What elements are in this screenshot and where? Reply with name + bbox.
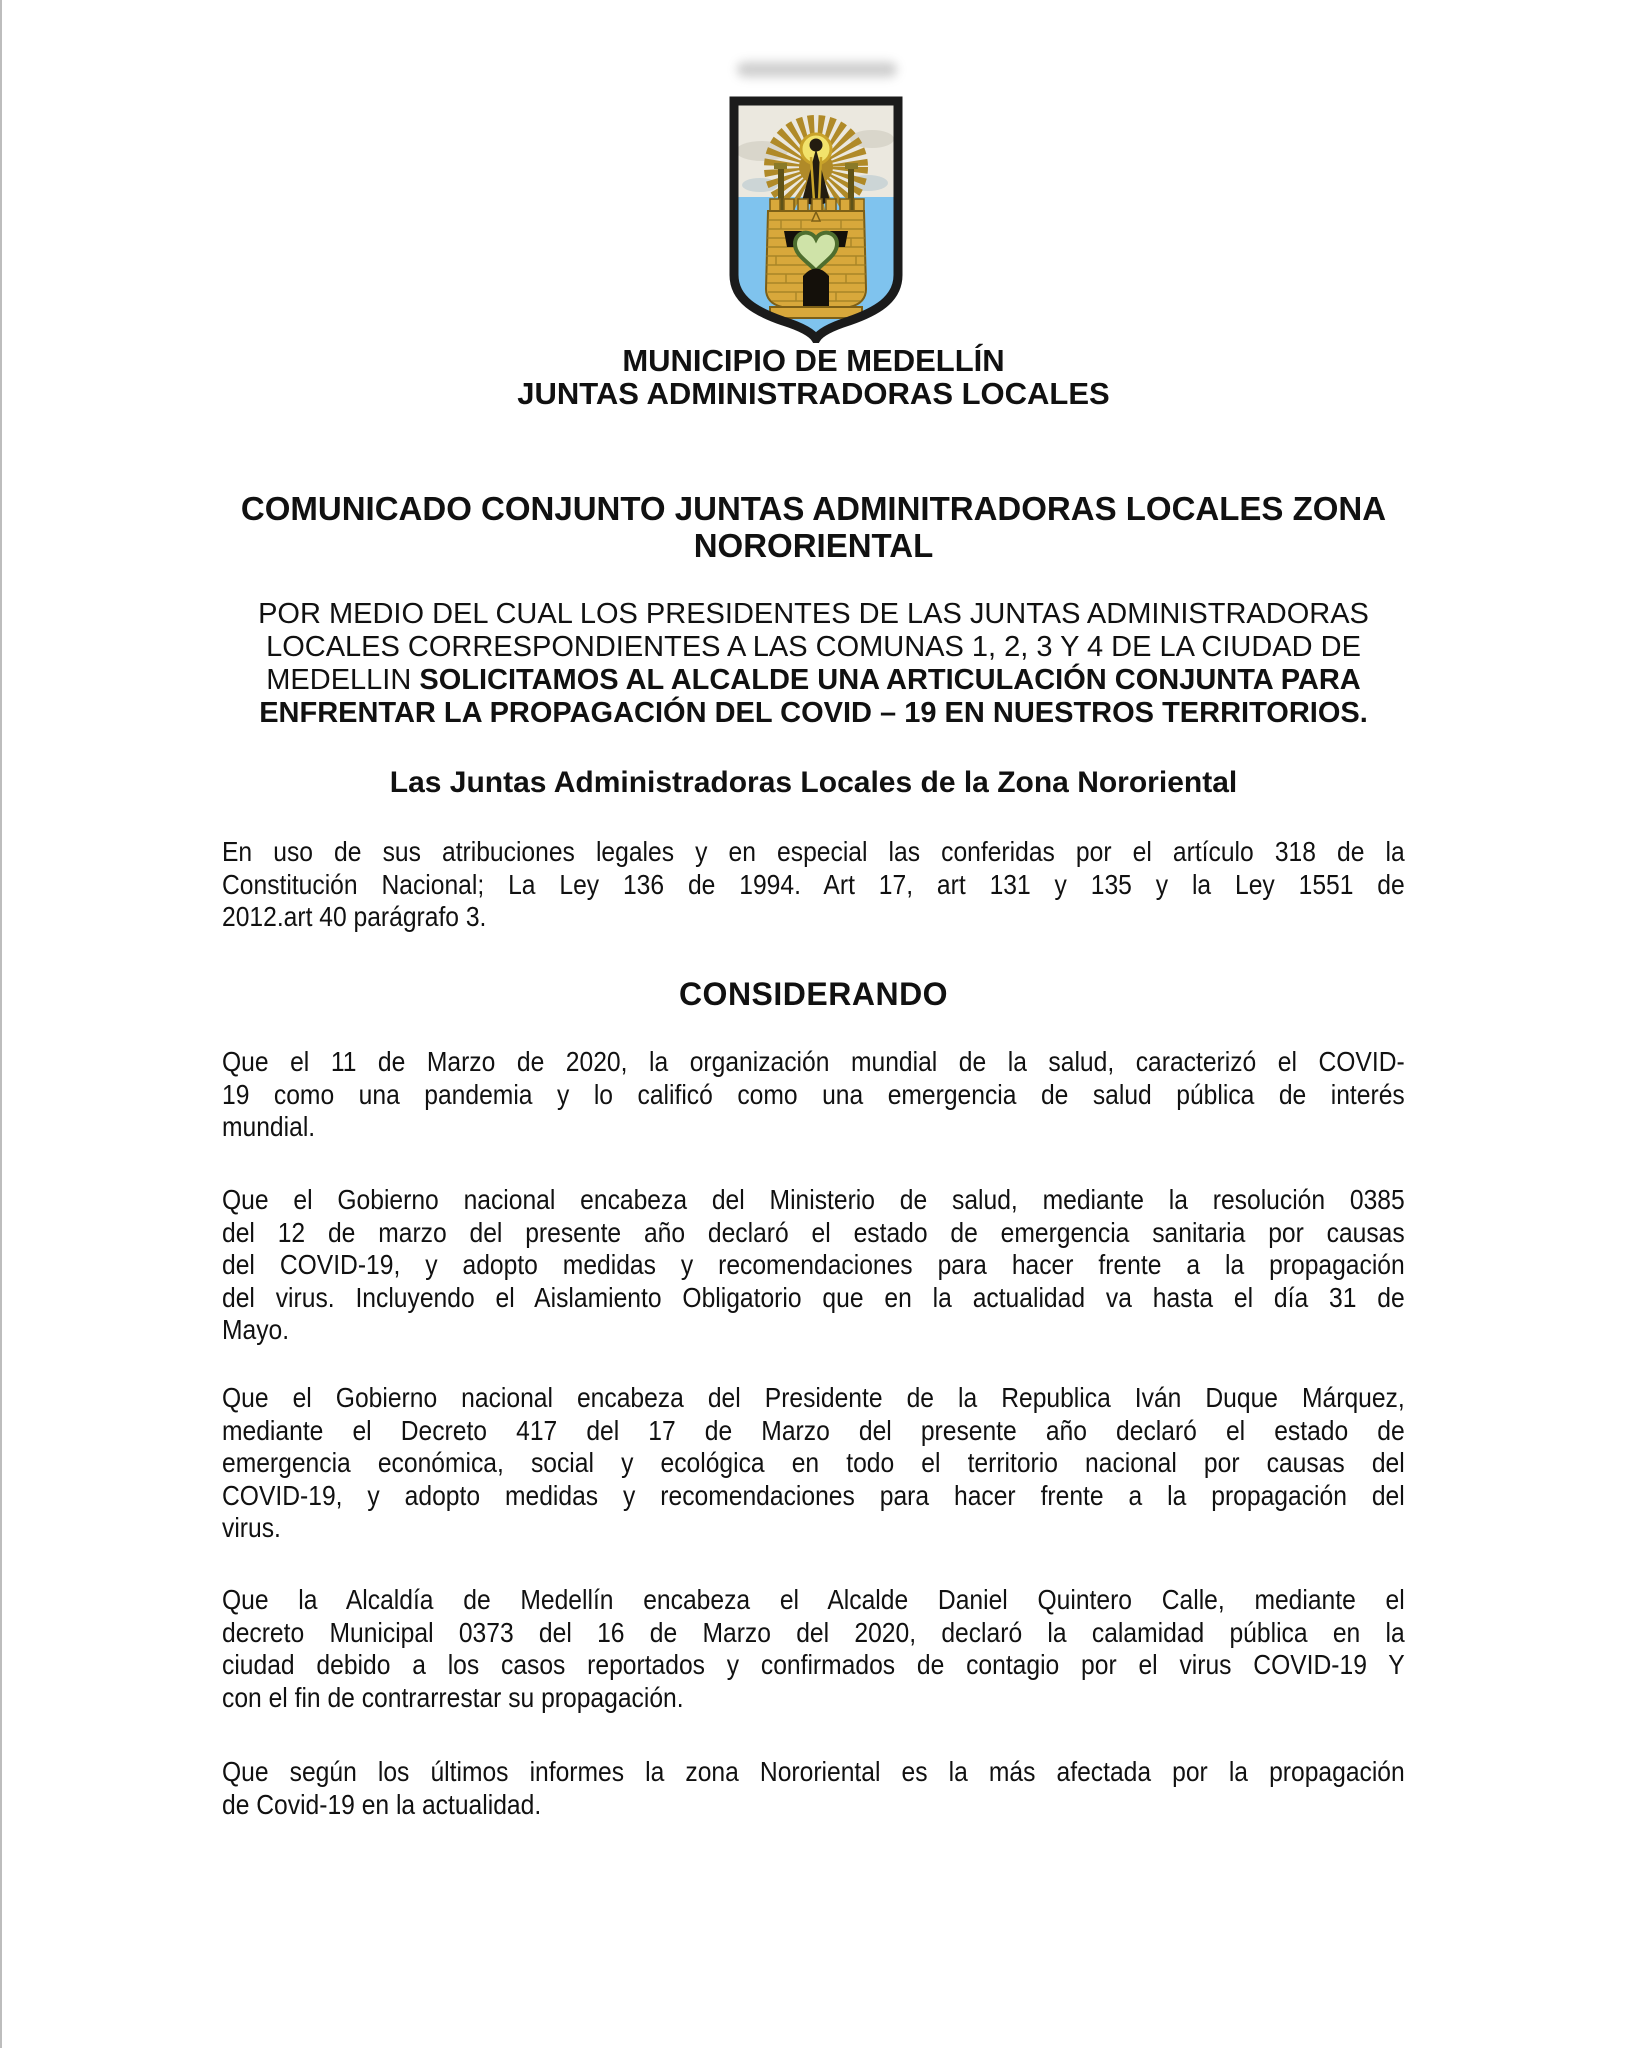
header-line: JUNTAS ADMINISTRADORAS LOCALES	[517, 376, 1110, 411]
paragraph-line: mediante el Decreto 417 del 17 de Marzo del presente año declaró el estado de	[222, 1414, 1405, 1446]
paragraph-text	[222, 1584, 1405, 1714]
legal-basis-text	[222, 836, 1405, 934]
document-title	[222, 490, 1405, 564]
considerando-paragraph-4	[222, 1584, 1405, 1714]
paragraph-line: con el fin de contrarrestar su propagación.	[222, 1681, 684, 1713]
considerando-paragraph-2	[222, 1184, 1405, 1347]
paragraph-line: del 12 de marzo del presente año declaró el estado de emergencia sanitaria por causas	[222, 1216, 1405, 1248]
paragraph-text	[222, 1756, 1405, 1821]
title-line: NORORIENTAL	[693, 527, 934, 564]
paragraph-line: de Covid-19 en la actualidad.	[222, 1788, 542, 1820]
subtitle-line: POR MEDIO DEL CUAL LOS PRESIDENTES DE LAS JUNTAS ADMINISTRADORAS	[258, 598, 1369, 630]
paragraph-text	[222, 1046, 1405, 1144]
paragraph-line: virus.	[222, 1512, 281, 1543]
paragraph-line: 2012.art 40 parágrafo 3.	[222, 901, 487, 932]
scan-edge-artifact	[0, 0, 2, 2048]
paragraph-line: mundial.	[222, 1111, 316, 1142]
paragraph-line: Que el Gobierno nacional encabeza del Ministerio de salud, mediante la resolución 0385	[222, 1184, 1405, 1215]
paragraph-line: del virus. Incluyendo el Aislamiento Obligatorio que en la actualidad va hasta el día 31 de	[222, 1281, 1405, 1313]
paragraph-line: Que el Gobierno nacional encabeza del Presidente de la Republica Iván Duque Márquez,	[222, 1382, 1405, 1413]
section-heading	[222, 766, 1405, 799]
section-heading-line: Las Juntas Administradoras Locales de la Zona Nororiental	[389, 766, 1238, 799]
paragraph-text	[222, 1184, 1405, 1347]
subtitle-line: MEDELLIN SOLICITAMOS AL ALCALDE UNA ARTICULACIÓN CONJUNTA PARA	[266, 664, 1361, 696]
paragraph-line: Que la Alcaldía de Medellín encabeza el Alcalde Daniel Quintero Calle, mediante el	[222, 1584, 1405, 1615]
scan-smudge-artifact	[737, 62, 897, 77]
paragraph-line: ciudad debido a los casos reportados y confirmados de contagio por el virus COVID-19 Y	[222, 1649, 1405, 1680]
paragraph-line: COVID-19, y adopto medidas y recomendaciones para hacer frente a la propagación del	[222, 1479, 1405, 1511]
document-subtitle	[222, 598, 1405, 730]
paragraph-line: Que el 11 de Marzo de 2020, la organización mundial de la salud, caracterizó el COVID-	[222, 1046, 1405, 1077]
paragraph-line: Que según los últimos informes la zona Nororiental es la más afectada por la propagación	[222, 1756, 1405, 1787]
considerando-heading-line: CONSIDERANDO	[678, 976, 949, 1012]
paragraph-line: decreto Municipal 0373 del 16 de Marzo del 2020, declaró la calamidad pública en la	[222, 1616, 1405, 1648]
considerando-heading	[222, 978, 1405, 1011]
paragraph-line: Mayo.	[222, 1314, 290, 1345]
subtitle-line: LOCALES CORRESPONDIENTES A LAS COMUNAS 1, 2, 3 Y 4 DE LA CIUDAD DE	[266, 631, 1361, 663]
paragraph-line: emergencia económica, social y ecológica en todo el territorio nacional por causas del	[222, 1447, 1405, 1478]
paragraph-line: 19 como una pandemia y lo calificó como una emergencia de salud pública de interés	[222, 1078, 1405, 1110]
medellin-coat-of-arms-logo	[726, 93, 906, 343]
title-line: COMUNICADO CONJUNTO JUNTAS ADMINITRADORAS LOCALES ZONA	[240, 490, 1387, 527]
considerando-paragraph-3	[222, 1382, 1405, 1545]
paragraph-line: En uso de sus atribuciones legales y en especial las conferidas por el artículo 318 de la	[222, 836, 1405, 867]
document-header	[222, 344, 1405, 410]
legal-basis-paragraph	[222, 836, 1405, 934]
paragraph-text	[222, 1382, 1405, 1545]
paragraph-line: Constitución Nacional; La Ley 136 de 1994. Art 17, art 131 y 135 y la Ley 1551 de	[222, 868, 1405, 900]
considerando-paragraph-5	[222, 1756, 1405, 1821]
header-line: MUNICIPIO DE MEDELLÍN	[622, 343, 1005, 378]
subtitle-line: ENFRENTAR LA PROPAGACIÓN DEL COVID – 19 EN NUESTROS TERRITORIOS.	[259, 697, 1368, 729]
paragraph-line: del COVID-19, y adopto medidas y recomendaciones para hacer frente a la propagación	[222, 1249, 1405, 1280]
considerando-paragraph-1	[222, 1046, 1405, 1144]
